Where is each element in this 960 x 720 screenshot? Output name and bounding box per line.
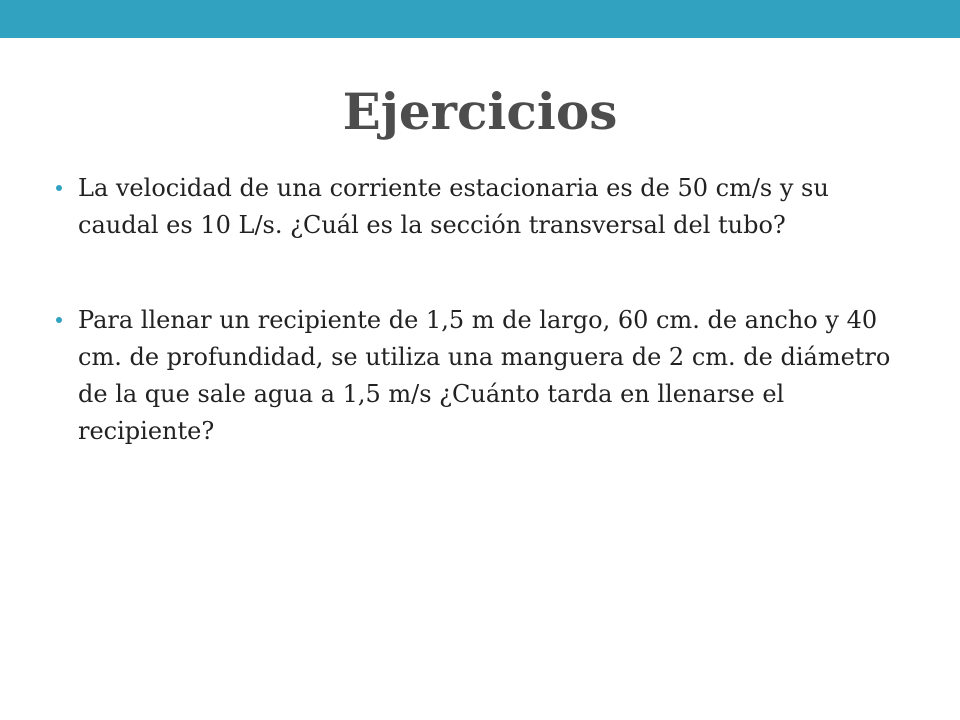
bullet-item-1 (56, 170, 906, 244)
bullet-text: Para llenar un recipiente de 1,5 m de largo, 60 cm. de ancho y 40 cm. de profundidad, se utiliza una manguera de 2 cm. de diámetro de la que sale agua a 1,5 m/s ¿Cuánto tarda en llenarse el recipiente? (78, 306, 891, 445)
bullet-dot-icon (56, 317, 62, 323)
bullet-dot-icon (56, 185, 62, 191)
bullet-list (56, 170, 906, 450)
bullet-text: La velocidad de una corriente estacionaria es de 50 cm/s y su caudal es 10 L/s. ¿Cuál es la sección transversal del tubo? (78, 174, 829, 239)
slide-title: Ejercicios (342, 82, 618, 141)
bullet-item-2 (56, 302, 906, 450)
top-accent-band (0, 0, 960, 38)
